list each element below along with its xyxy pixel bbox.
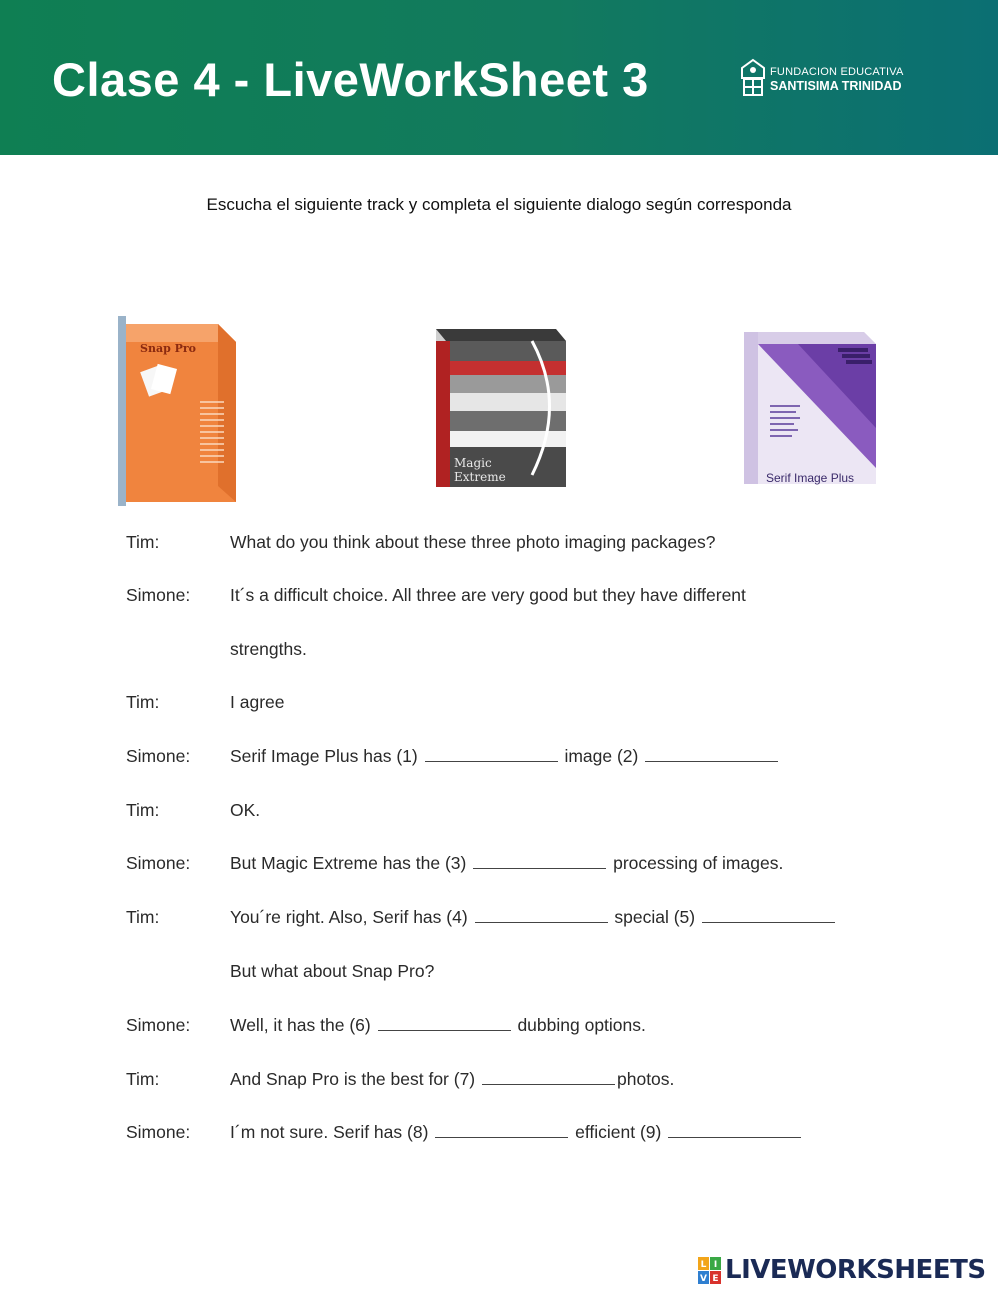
- speaker-label: Tim:: [126, 907, 160, 927]
- dialog-line: Well, it has the (6) dubbing options.: [230, 1015, 646, 1035]
- svg-text:Extreme: Extreme: [454, 470, 506, 484]
- answer-blank-4[interactable]: [475, 908, 608, 923]
- svg-text:L: L: [700, 1260, 707, 1270]
- dialog-line: But what about Snap Pro?: [230, 961, 435, 981]
- instruction-text: Escucha el siguiente track y completa el siguiente dialogo según corresponda: [206, 195, 792, 214]
- svg-text:E: E: [712, 1274, 719, 1284]
- speaker-label: Simone:: [126, 585, 191, 605]
- magic-extreme-label: Magic: [454, 456, 492, 470]
- header-banner: [0, 0, 998, 155]
- speaker-label: Tim:: [126, 532, 160, 552]
- page-title: Clase 4 - LiveWorkSheet 3: [52, 53, 649, 106]
- answer-blank-9[interactable]: [668, 1123, 801, 1138]
- dialog-line: I´m not sure. Serif has (8) efficient (9): [230, 1122, 803, 1143]
- answer-blank-5[interactable]: [702, 908, 835, 923]
- serif-image-plus-label: Serif Image Plus: [766, 471, 855, 485]
- product-box-snap-pro: [118, 316, 238, 506]
- answer-blank-8[interactable]: [435, 1123, 568, 1138]
- speaker-label: Tim:: [126, 1069, 160, 1089]
- foundation-logo: [738, 58, 918, 100]
- live-blocks-icon: [698, 1257, 722, 1285]
- product-box-magic-extreme: [432, 325, 568, 493]
- liveworksheets-logo: [698, 1255, 994, 1285]
- dialog-line: What do you think about these three photo imaging packages?: [230, 532, 716, 552]
- speaker-label: Simone:: [126, 853, 191, 873]
- dialog-line: Serif Image Plus has (1) image (2): [230, 746, 780, 767]
- dialog-line: OK.: [230, 800, 261, 820]
- dialog-line: strengths.: [230, 639, 307, 659]
- dialog-line: It´s a difficult choice. All three are very good but they have different: [230, 585, 746, 605]
- answer-blank-7[interactable]: [482, 1070, 615, 1085]
- speaker-label: Tim:: [126, 692, 160, 712]
- dialog-line: But Magic Extreme has the (3) processing of images.: [230, 853, 784, 873]
- answer-blank-3[interactable]: [473, 854, 606, 869]
- svg-text:V: V: [700, 1274, 707, 1284]
- logo-line-2: SANTISIMA TRINIDAD: [770, 79, 902, 93]
- answer-blank-2[interactable]: [645, 747, 778, 762]
- product-box-serif-image-plus: [738, 318, 882, 490]
- footer-brand: LIVEWORKSHEETS: [725, 1255, 986, 1285]
- speaker-label: Simone:: [126, 1122, 191, 1142]
- trinity-emblem-icon: [738, 58, 768, 98]
- speaker-label: Tim:: [126, 800, 160, 820]
- dialog-line: And Snap Pro is the best for (7) photos.: [230, 1069, 675, 1089]
- speaker-label: Simone:: [126, 1015, 191, 1035]
- logo-line-1: FUNDACION EDUCATIVA: [770, 66, 904, 78]
- answer-blank-6[interactable]: [378, 1016, 511, 1031]
- svg-text:I: I: [713, 1260, 718, 1270]
- dialog-line: I agree: [230, 692, 285, 712]
- speaker-label: Simone:: [126, 746, 191, 766]
- dialog-line: You´re right. Also, Serif has (4) special (5): [230, 907, 837, 928]
- snap-pro-label: Snap Pro: [140, 342, 196, 355]
- answer-blank-1[interactable]: [425, 747, 558, 762]
